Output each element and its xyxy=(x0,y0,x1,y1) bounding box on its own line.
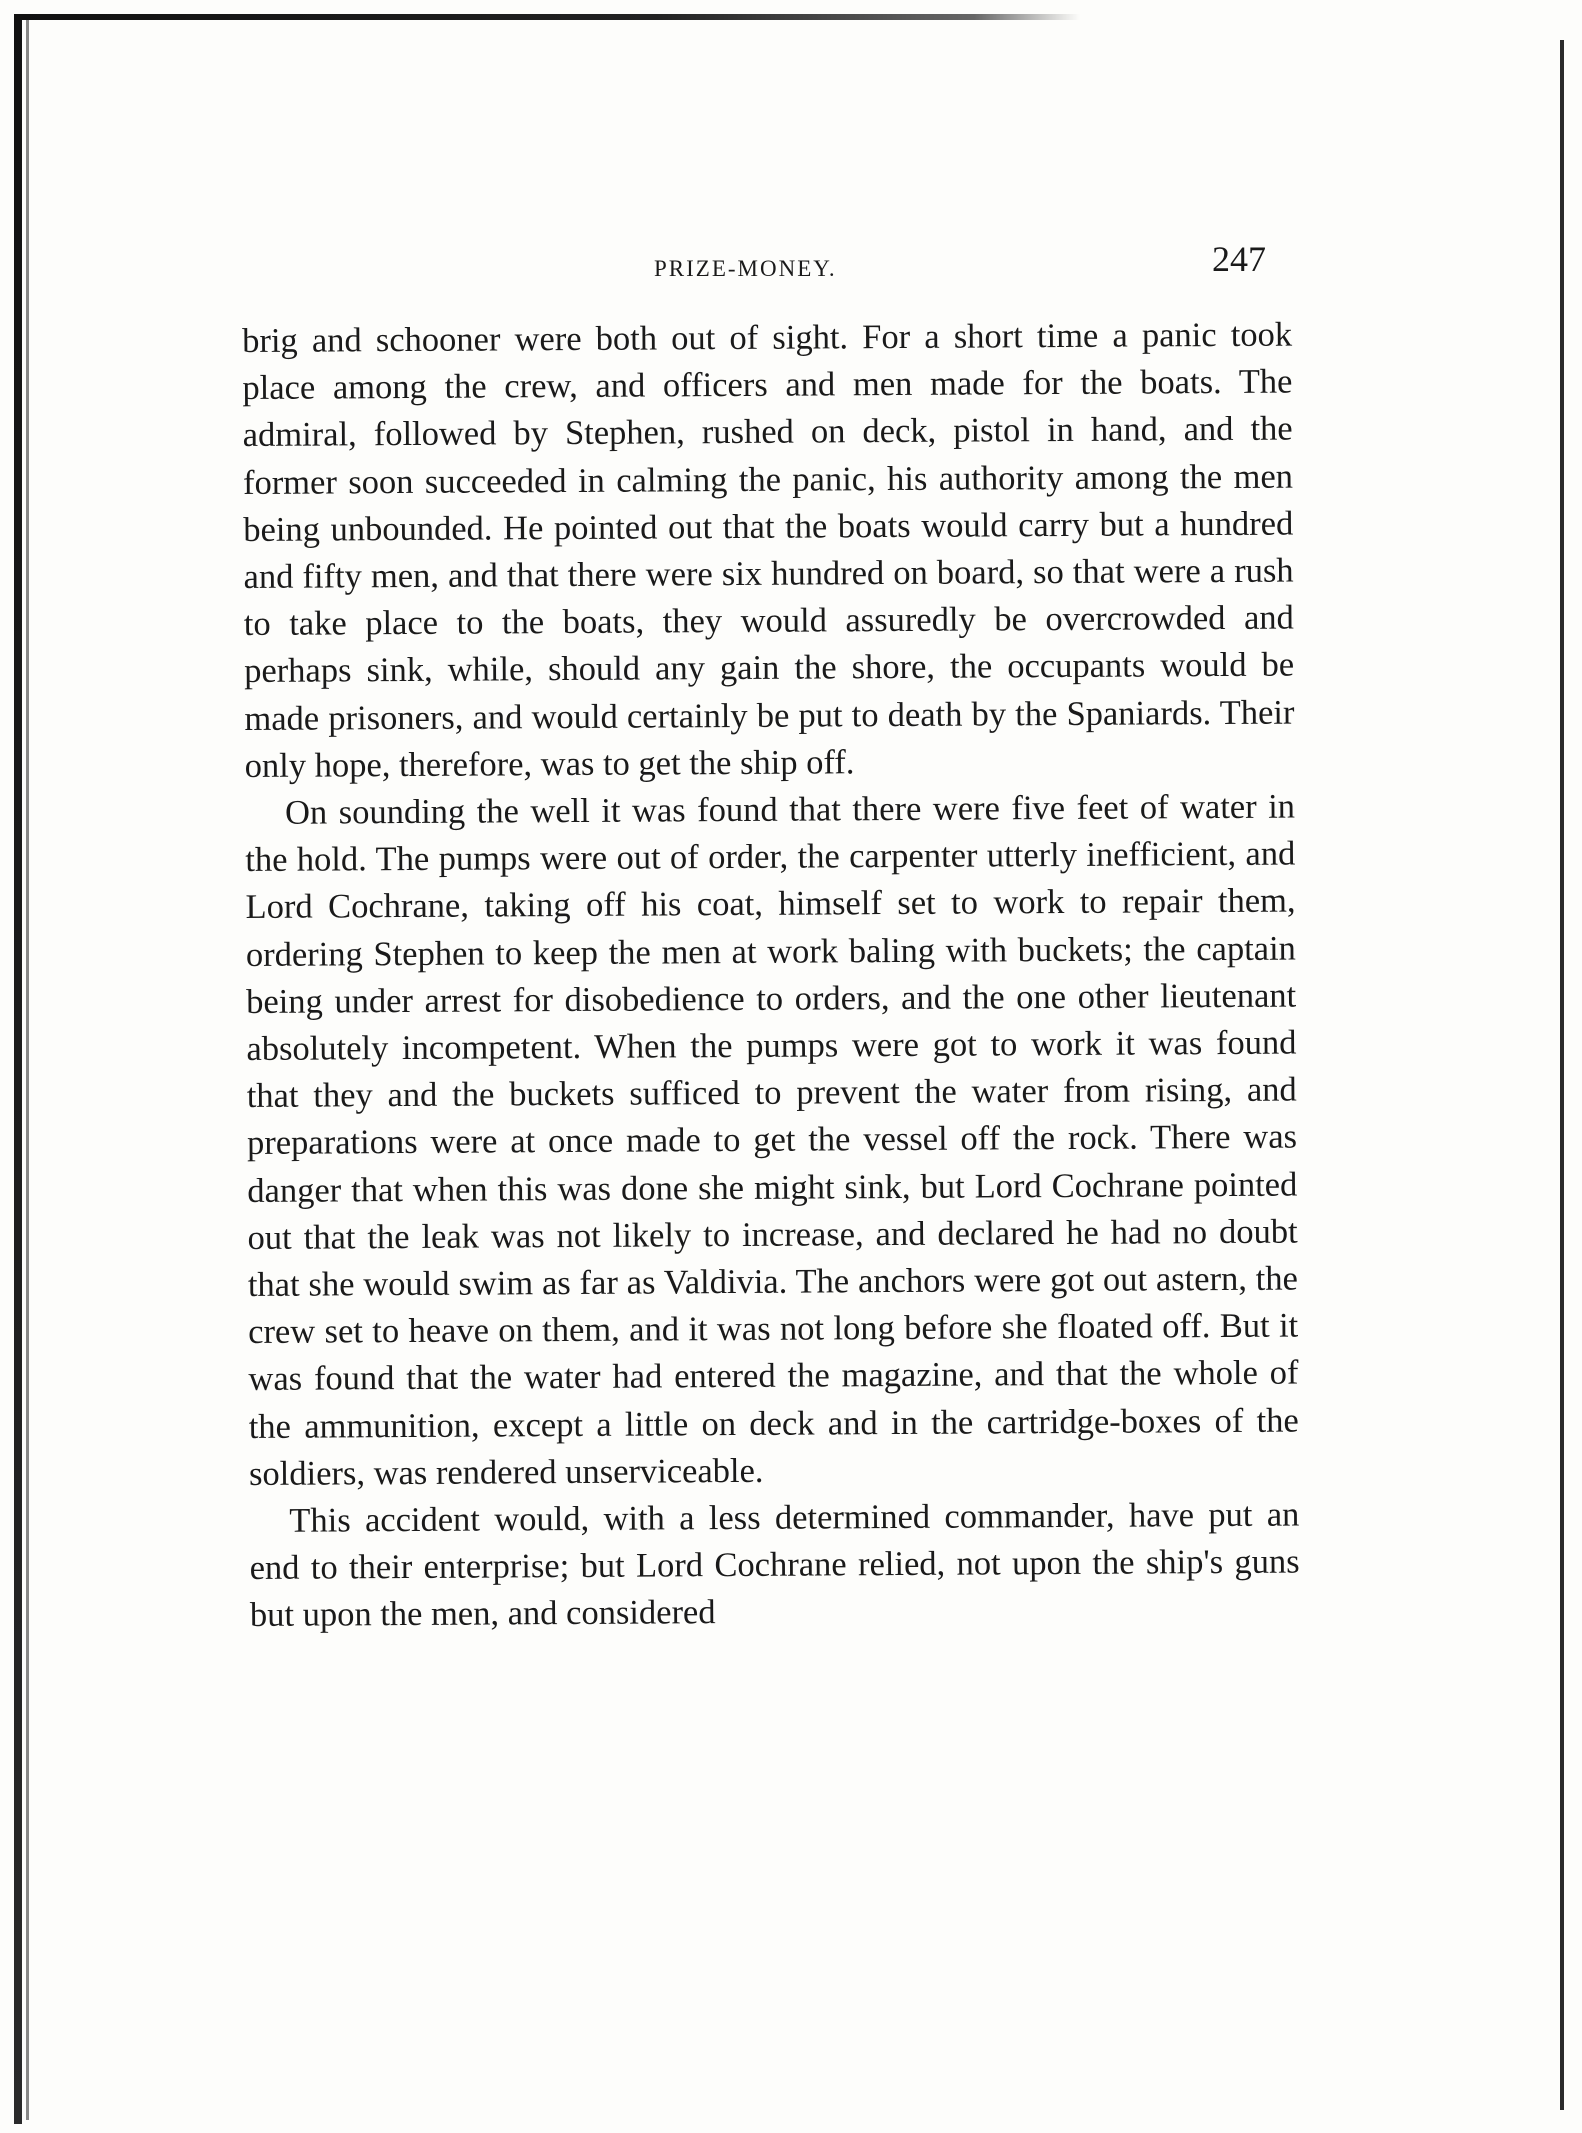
scan-edge-top xyxy=(20,14,1080,20)
paragraph: This accident would, with a less determined commander, have put an end to their enterprise; but Lord Cochrane relied, not upon the ship's guns but upon the men, and considered xyxy=(249,1495,1300,1635)
scan-edge-left-inner xyxy=(26,20,29,2120)
page-header xyxy=(246,239,1286,300)
paragraph: brig and schooner were both out of sight. For a short time a panic took place among the crew, and officers and men made for the boats. The admiral, followed by Stephen, rushed on deck, pistol in hand, and the former soon succeeded in calming the panic, his authority among the men being unbounded. He pointed out that the boats would carry but a hundred and fifty men, and that there were six hundred on board, so that were a rush to take place to the boats, they would assuredly be overcrowded and perhaps sink, while, should any gain the shore, the occupants would be made prisoners, and would certainly be put to death by the Spaniards. Their only hope, therefore, was to get the ship off. xyxy=(242,315,1295,785)
body-text xyxy=(242,312,1300,1640)
paragraph: On sounding the well it was found that there were five feet of water in the hold. The pumps were out of order, the carpenter utterly inefficient, and Lord Cochrane, taking off his coat, himself set to work to repair them, ordering Stephen to keep the men at work baling with buckets; the captain being under arrest for disobedience to orders, and the one other lieutenant absolutely incompetent. When the pumps were got to work it was found that they and the buckets sufficed to prevent the water from rising, and preparations were at once made to get the vessel off the rock. There was danger that when this was done she might sink, but Lord Cochrane pointed out that the leak was not likely to increase, and declared he had no doubt that she would swim as far as Valdivia. The anchors were got out astern, the crew set to heave on them, and it was not long before she floated off. But it was found that the water had entered the magazine, and that the whole of the ammunition, except a little on deck and in the cartridge-boxes of the soldiers, was rendered unserviceable. xyxy=(245,787,1299,1493)
running-head: PRIZE-MONEY. xyxy=(654,256,837,281)
scan-edge-left xyxy=(14,14,22,2124)
scan-edge-right xyxy=(1560,40,1564,2110)
page-number: 247 xyxy=(1212,239,1266,279)
